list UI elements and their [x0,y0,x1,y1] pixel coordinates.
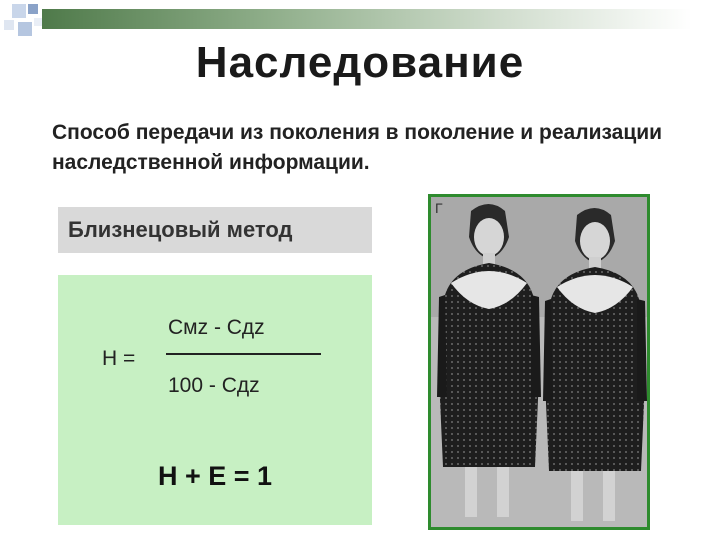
photo-corner-mark: Г [435,200,443,216]
fraction-bar [166,353,321,355]
twins-photo [428,194,650,530]
formula-lhs: H = [102,347,136,370]
formula-denominator: 100 - Cдz [168,374,260,397]
formula-numerator: Cмz - Cдz [168,316,265,339]
formula-sum: H + E = 1 [157,461,273,491]
formula-panel [58,275,372,525]
slide-title: Наследование [195,38,525,87]
method-label: Близнецовый метод [58,207,372,253]
slide-subtitle: Способ передачи из поколения в поколение и реализации наследственной информации. [52,121,663,174]
title-bar-decoration [42,9,692,29]
